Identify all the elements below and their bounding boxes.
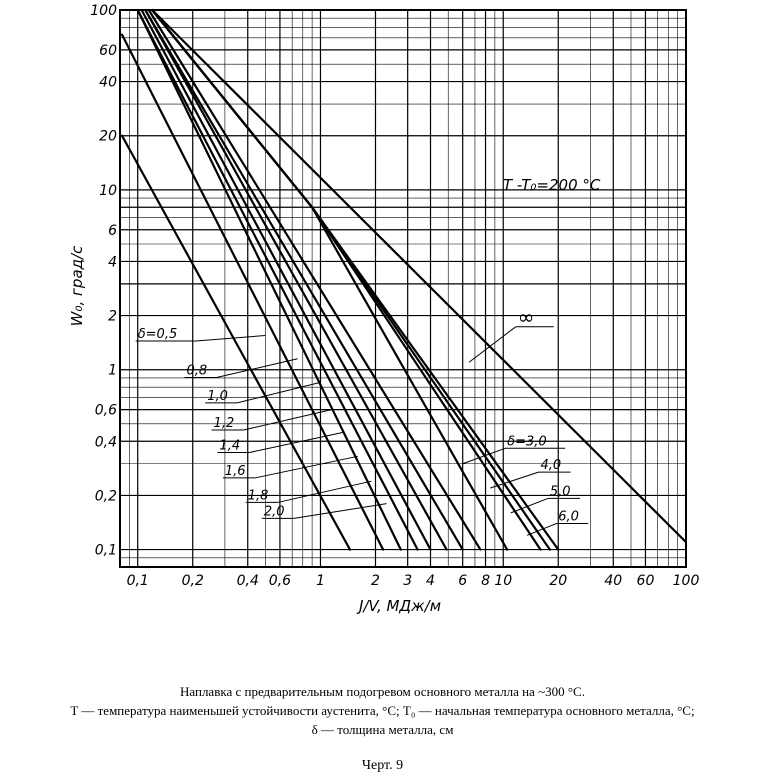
x-tick-label: 6 (458, 573, 468, 589)
series-curve-9 (152, 10, 540, 550)
series-curve-8 (152, 10, 507, 550)
series-curve-11 (152, 10, 558, 550)
caption-line-1: Наплавка с предварительным подогревом основного металла на ~300 °С. (180, 684, 585, 699)
series-curve-5 (145, 10, 446, 550)
series-label: 1,6 (224, 463, 246, 479)
y-tick-label: 0,6 (94, 402, 117, 419)
x-tick-label: 20 (549, 573, 568, 589)
x-tick-label: 40 (604, 573, 623, 589)
series-label: 1,4 (219, 438, 241, 454)
series-label: 4,0 (540, 458, 562, 474)
caption-line-2: T — температура наименьшей устойчивости аустенита, °С; T₀ — начальная температура основного металла, °С; (70, 703, 695, 718)
series-curve-4 (142, 10, 431, 550)
temperature-annotation: T -T₀=200 °C (503, 176, 601, 194)
series-label: δ=3,0 (507, 434, 547, 450)
y-axis-label: W₀, град/с (68, 245, 86, 327)
y-tick-label: 4 (108, 254, 117, 271)
x-tick-label: 1 (316, 573, 325, 589)
x-tick-label: 0,1 (126, 573, 149, 589)
series-label: 1,8 (247, 488, 269, 504)
y-tick-label: 60 (99, 42, 117, 59)
x-tick-label: 8 (481, 573, 490, 589)
series-label-leader (217, 359, 298, 378)
series-label-leader (196, 335, 266, 341)
y-tick-label: 10 (99, 182, 117, 199)
series-label: 1,0 (207, 388, 228, 404)
series-label: 5,0 (549, 484, 571, 500)
x-axis-label: J/V, МДж/м (358, 597, 442, 615)
x-tick-label: 2 (371, 573, 380, 589)
series-curve-1 (122, 35, 383, 550)
series-label: δ=0,5 (137, 327, 178, 343)
series-label: 2,0 (263, 504, 285, 520)
y-tick-label: 6 (108, 222, 117, 239)
series-curve-12 (152, 10, 686, 542)
x-tick-label: 0,2 (181, 573, 204, 589)
y-tick-label: 20 (99, 128, 117, 145)
y-tick-label: 0,1 (94, 542, 117, 559)
series-curves (122, 10, 686, 550)
x-tick-label: 0,6 (268, 573, 292, 589)
y-tick-label: 40 (99, 74, 117, 91)
grid (120, 10, 686, 567)
x-tick-label: 100 (672, 573, 700, 589)
y-tick-label: 0,2 (94, 488, 117, 505)
series-label: 6,0 (558, 509, 579, 525)
x-tick-labels (127, 573, 700, 589)
caption-line-3: δ — толщина металла, см (311, 722, 454, 737)
y-tick-labels (90, 3, 117, 559)
figure-number: Черт. 9 (361, 758, 404, 773)
series-label: 1,2 (213, 416, 235, 432)
series-label: 0,8 (186, 363, 208, 379)
y-tick-label: 1 (108, 362, 117, 379)
y-tick-label: 100 (90, 3, 117, 19)
series-curve-10 (152, 10, 550, 550)
x-tick-label: 60 (636, 573, 655, 589)
series-label-leader (463, 448, 505, 463)
x-tick-label: 0,4 (236, 573, 259, 589)
x-tick-label: 4 (426, 573, 435, 589)
series-label-leader (249, 432, 344, 452)
series-label-leader (294, 504, 387, 519)
y-tick-label: 0,4 (94, 434, 117, 451)
x-tick-label: 10 (494, 573, 513, 589)
series-label: ∞ (517, 304, 535, 329)
x-tick-label: 3 (403, 573, 413, 589)
plot-frame (120, 10, 686, 567)
y-tick-label: 2 (108, 308, 117, 325)
